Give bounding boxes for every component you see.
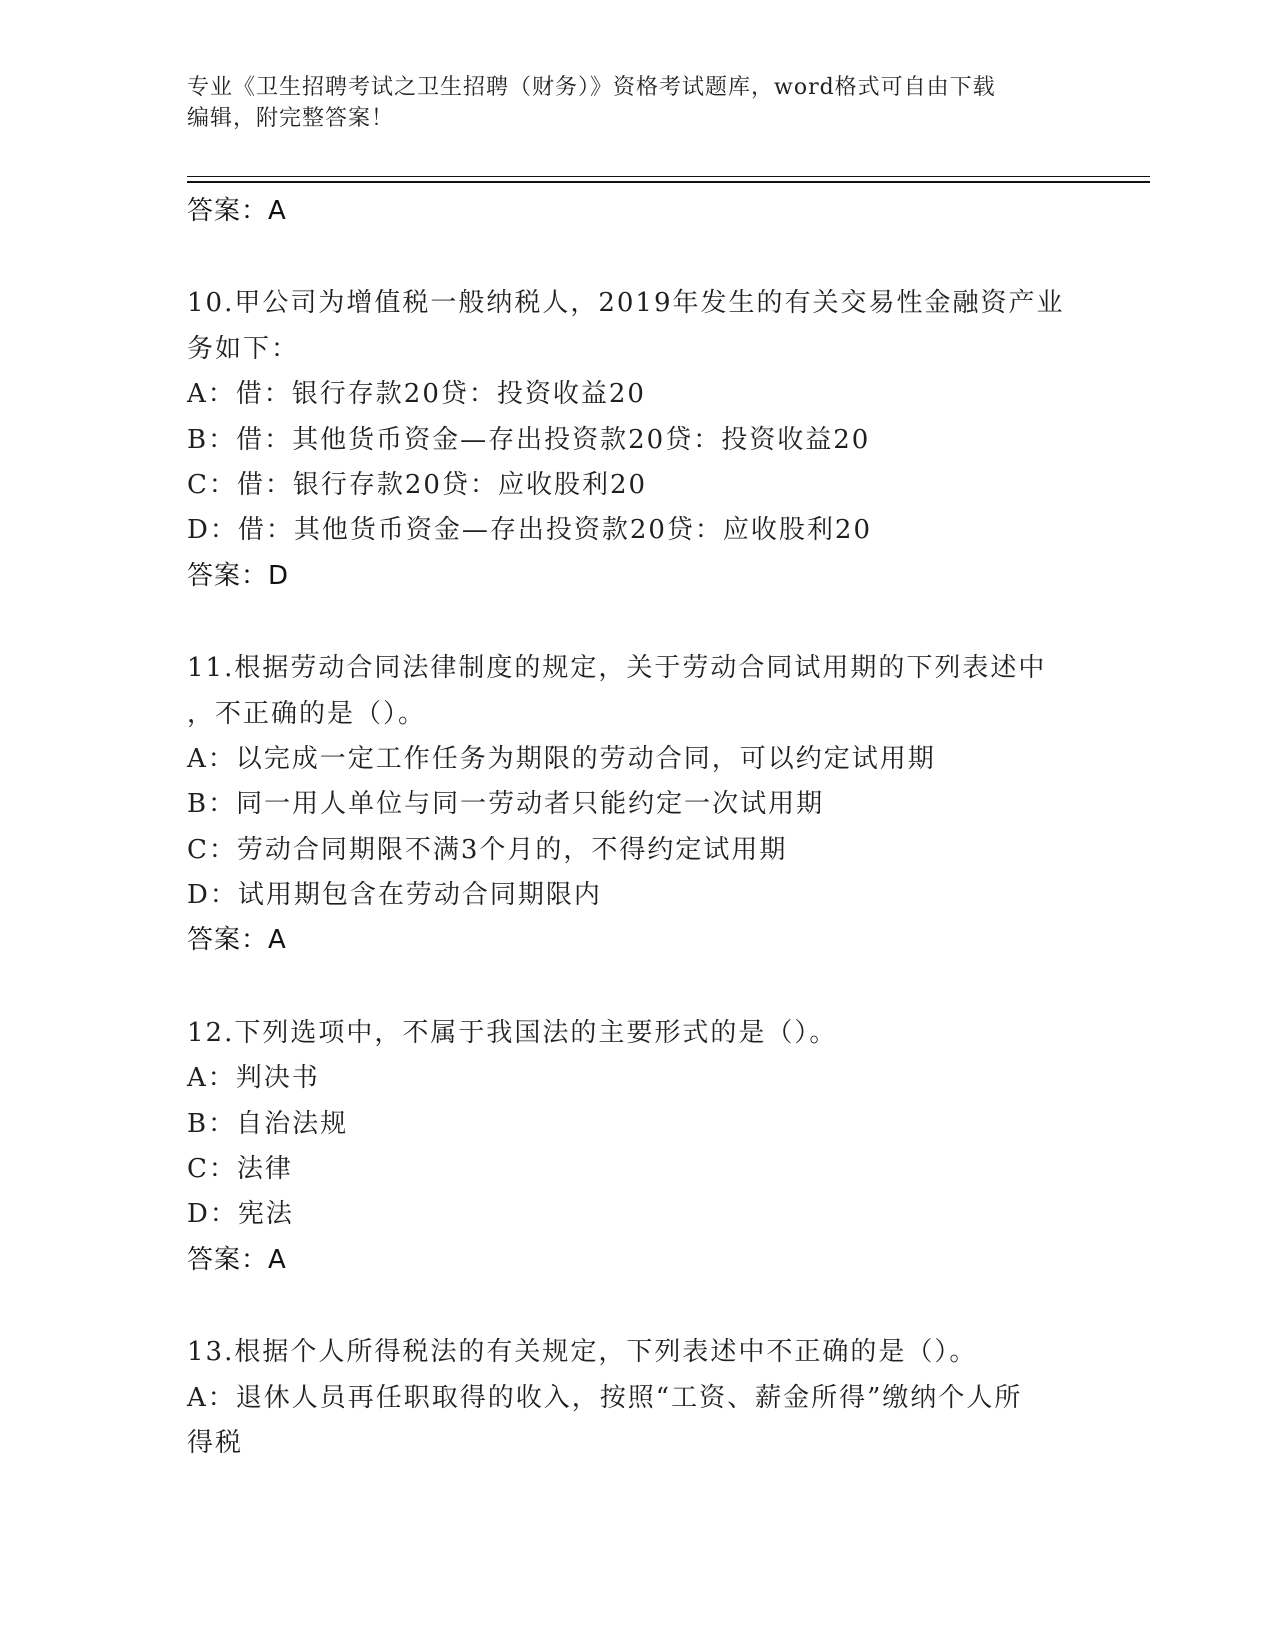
- option-b: B：自治法规: [187, 1108, 349, 1139]
- option-c: C：借：银行存款20贷：应收股利20: [187, 469, 648, 500]
- spacer: [187, 964, 1087, 1011]
- answer-line: 答案：D: [187, 560, 290, 591]
- option-a: A：借：银行存款20贷：投资收益20: [187, 379, 646, 410]
- question-list: [187, 189, 1087, 1466]
- option-d: D：试用期包含在劳动合同期限内: [187, 880, 602, 911]
- header-divider-thin: [187, 176, 1150, 177]
- answer-line: 答案：A: [187, 196, 287, 226]
- option-d: D：借：其他货币资金—存出投资款20贷：应收股利20: [187, 515, 873, 546]
- option-a-continued: 得税: [187, 1427, 244, 1458]
- question-stem-line: ，不正确的是（）。: [187, 698, 427, 729]
- option-a: A：以完成一定工作任务为期限的劳动合同，可以约定试用期: [187, 743, 936, 774]
- question-stem-line: 12.下列选项中，不属于我国法的主要形式的是（）。: [187, 1017, 838, 1048]
- answer-line: 答案：A: [187, 925, 287, 956]
- question-11: [187, 646, 1087, 964]
- document-header: [187, 72, 1067, 134]
- option-c: C：法律: [187, 1154, 293, 1185]
- option-d: D：宪法: [187, 1199, 294, 1230]
- question-stem-line: 13.根据个人所得税法的有关规定，下列表述中不正确的是（）。: [187, 1337, 978, 1368]
- answer-line: 答案：A: [187, 1244, 287, 1275]
- header-divider-thick: [187, 181, 1150, 183]
- question-10: [187, 281, 1087, 599]
- question-stem-line: 10.甲公司为增值税一般纳税人，2019年发生的有关交易性金融资产业: [187, 288, 1065, 319]
- header-line-2: 编辑，附完整答案！: [187, 106, 395, 131]
- spacer: [187, 1283, 1087, 1330]
- question-stem-line: 11.根据劳动合同法律制度的规定，关于劳动合同试用期的下列表述中: [187, 653, 1047, 684]
- question-stem-line: 务如下：: [187, 333, 300, 364]
- option-c: C：劳动合同期限不满3个月的，不得约定试用期: [187, 834, 788, 865]
- question-13: [187, 1330, 1087, 1466]
- option-b: B：借：其他货币资金—存出投资款20贷：投资收益20: [187, 424, 871, 455]
- option-b: B：同一用人单位与同一劳动者只能约定一次试用期: [187, 789, 825, 820]
- spacer: [187, 234, 1087, 281]
- option-a: A：退休人员再任职取得的收入，按照“工资、薪金所得”缴纳个人所: [187, 1382, 1023, 1413]
- spacer: [187, 599, 1087, 646]
- question-12: [187, 1011, 1087, 1283]
- header-line-1: 专业《卫生招聘考试之卫生招聘（财务）》资格考试题库，word格式可自由下载: [187, 75, 996, 100]
- option-a: A：判决书: [187, 1063, 320, 1094]
